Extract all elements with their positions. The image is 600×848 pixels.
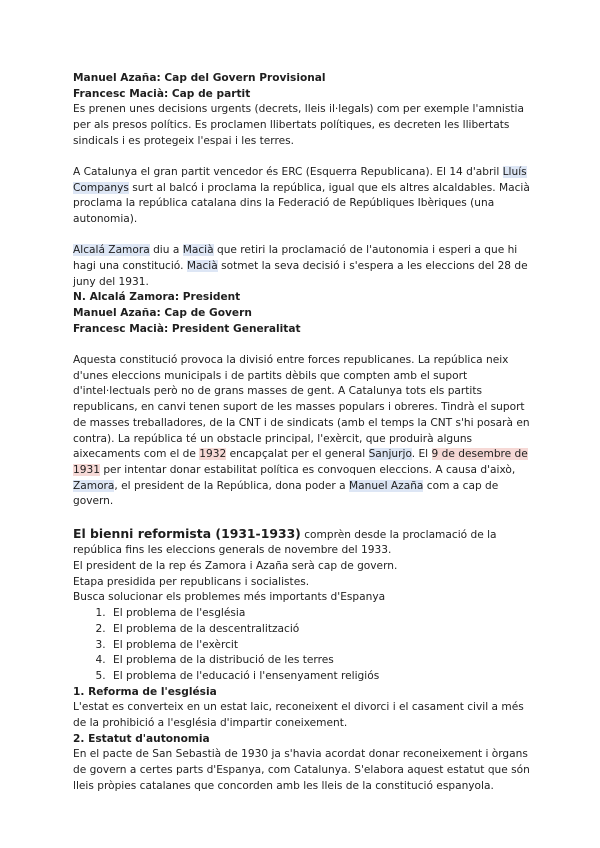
highlight-zamora: Zamora xyxy=(73,479,115,492)
president-line: N. Alcalá Zamora: President xyxy=(73,291,241,304)
highlight-manuel-azana: Manuel Azaña xyxy=(349,479,424,492)
spacer xyxy=(73,338,533,354)
highlight-macia: Macià xyxy=(186,260,218,273)
list-item: 2. El problema de la descentralització xyxy=(109,622,533,638)
text-run: comprèn desde la proclamació de la república fins les eleccions generals de novembre del 1933. xyxy=(73,528,497,557)
text-run: , el president de la República, dona poder a xyxy=(114,479,349,492)
highlight-sanjurjo: Sanjurjo xyxy=(368,448,412,461)
decisions-paragraph: Es prenen unes decisions urgents (decrets, lleis il·legals) com per exemple l'amnistia per als presos polítics. Es proclamen llibertats polítiques, es decreten les llibertats sindicals i es protegeix l'espai i les terres. xyxy=(73,103,524,147)
bienni-line-problemes: Busca solucionar els problemes més importants d'Espanya xyxy=(73,591,386,604)
text-run: Aquesta constitució provoca la divisió entre forces republicanes. La república neix d'unes eleccions municipals i de partits dèbils que compten amb el suport d'intel·lectuals però no de grans masses de gent. A Catalunya tots els partits republicans, en canvi tenen suport de les masses populars i obreres. Tindrà el suport de masses treballadores, de la CNT i de sindicats (amb el temps la CNT s'hi posarà en contra). La república té un obstacle principal, l'exèrcit, que produirà alguns aixecaments com el de xyxy=(73,354,530,461)
reforma-text: L'estat es converteix en un estat laic, reconeixent el divorci i el casament civil a més de la prohibició a l'església d'impartir coneixement. xyxy=(73,701,524,730)
text-run: diu a xyxy=(149,244,183,257)
catalunya-paragraph xyxy=(73,165,533,228)
text-run: A Catalunya el gran partit vencedor és ERC (Esquerra Republicana). El 14 d'abril xyxy=(73,166,503,179)
text-run: per intentar donar estabilitat política es convoquen eleccions. A causa d'això, xyxy=(99,463,516,476)
constitution-paragraph xyxy=(73,353,533,510)
highlight-alcala-zamora: Alcalá Zamora xyxy=(73,244,150,257)
highlight-1932: 1932 xyxy=(199,448,227,461)
text-run: encapçalat per el general xyxy=(226,448,369,461)
reforma-heading: 1. Reforma de l'església xyxy=(73,685,217,698)
bienni-title: El bienni reformista (1931-1933) xyxy=(73,525,301,541)
highlight-macia: Macià xyxy=(182,244,214,257)
president-generalitat-line: Francesc Macià: President Generalitat xyxy=(73,322,301,335)
bienni-intro xyxy=(73,526,533,559)
list-item: 4. El problema de la distribució de les terres xyxy=(109,653,533,669)
azana-role-line: Manuel Azaña: Cap del Govern Provisional xyxy=(73,72,326,84)
text-run: . El xyxy=(411,448,432,461)
spacer xyxy=(73,510,533,526)
bienni-line-etapa: Etapa presidida per republicans i socialistes. xyxy=(73,575,310,588)
estatut-heading: 2. Estatut d'autonomia xyxy=(73,732,210,745)
problems-list xyxy=(73,606,533,685)
text-run: sotmet la seva decisió i s'espera a les eleccions del 28 de juny del 1931. xyxy=(73,260,528,288)
document-content xyxy=(73,71,533,795)
text-run: com a cap de govern. xyxy=(73,479,499,508)
estatut-text: En el pacte de San Sebastià de 1930 ja s'havia acordat donar reconeixement i òrgans de govern a certes parts d'Espanya, com Catalunya. S'elabora aquest estatut que són lleis pròpies catalanes que concorden amb les lleis de la constitució espanyola. xyxy=(73,748,530,792)
highlight-companys: Lluís Companys xyxy=(73,166,527,194)
list-item: 3. El problema de l'exèrcit xyxy=(109,638,533,654)
list-item: 1. El problema de l'església xyxy=(109,606,533,622)
spacer xyxy=(73,150,533,166)
text-run: que retiri la proclamació de l'autonomia i esperi a que hi hagi una constitució. xyxy=(73,244,518,273)
highlight-date: 9 de desembre de 1931 xyxy=(73,448,528,476)
text-run: surt al balcó i proclama la república, igual que els altres alcaldables. Macià proclama la república catalana dins la Federació de Repúbliques Ibèriques (una autonomia). xyxy=(73,181,530,226)
bienni-line-president: El president de la rep és Zamora i Azaña serà cap de govern. xyxy=(73,559,398,572)
spacer xyxy=(73,228,533,244)
cap-govern-line: Manuel Azaña: Cap de Govern xyxy=(73,307,252,320)
zamora-paragraph xyxy=(73,243,533,290)
macia-role-line: Francesc Macià: Cap de partit xyxy=(73,87,251,100)
list-item: 5. El problema de l'educació i l'ensenyament religiós xyxy=(109,669,533,685)
